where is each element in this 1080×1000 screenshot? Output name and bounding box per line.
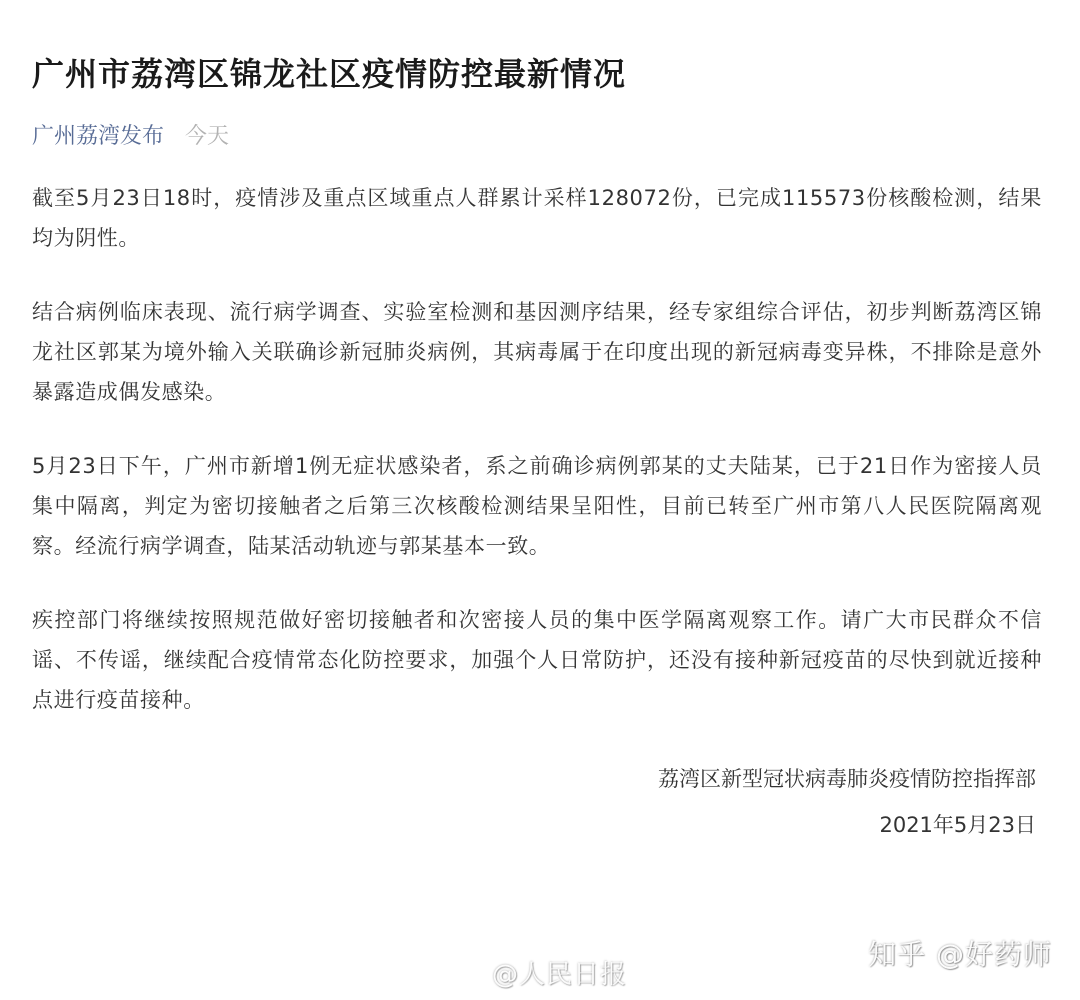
article-title: 广州市荔湾区锦龙社区疫情防控最新情况	[32, 55, 627, 93]
paragraph-sampling: 截至5月23日18时，疫情涉及重点区域重点人群累计采样128072份，已完成115573份核酸检测，结果均为阴性。	[32, 186, 1042, 250]
weibo-logo-icon	[448, 956, 488, 988]
signature-date: 2021年5月23日	[879, 813, 1036, 837]
signature-org: 荔湾区新型冠状病毒肺炎疫情防控指挥部	[658, 767, 1036, 791]
zhihu-watermark: 知乎 @好药师	[868, 938, 1052, 971]
article-time: 今天	[185, 124, 230, 149]
article-meta	[32, 122, 1042, 152]
weibo-watermark	[448, 952, 627, 992]
article-signature	[32, 758, 1042, 846]
weibo-watermark-text: @人民日报	[492, 959, 628, 990]
paragraph-advice: 疾控部门将继续按照规范做好密切接触者和次密接人员的集中医学隔离观察工作。请广大市民群众不信谣、不传谣，继续配合疫情常态化防控要求，加强个人日常防护，还没有接种新冠疫苗的尽快到就近接种点进行疫苗接种。	[32, 608, 1042, 712]
paragraph-assessment: 结合病例临床表现、流行病学调查、实验室检测和基因测序结果，经专家组综合评估，初步判断荔湾区锦龙社区郭某为境外输入关联确诊新冠肺炎病例，其病毒属于在印度出现的新冠病毒变异株，不排除是意外暴露造成偶发感染。	[32, 300, 1042, 404]
paragraph-new-case: 5月23日下午，广州市新增1例无症状感染者，系之前确诊病例郭某的丈夫陆某，已于21日作为密接人员集中隔离，判定为密切接触者之后第三次核酸检测结果呈阳性，目前已转至广州市第八人民医院隔离观察。经流行病学调查，陆某活动轨迹与郭某基本一致。	[32, 454, 1042, 558]
article	[32, 52, 1042, 850]
article-source-link[interactable]: 广州荔湾发布	[32, 124, 165, 149]
article-body	[32, 178, 1042, 720]
